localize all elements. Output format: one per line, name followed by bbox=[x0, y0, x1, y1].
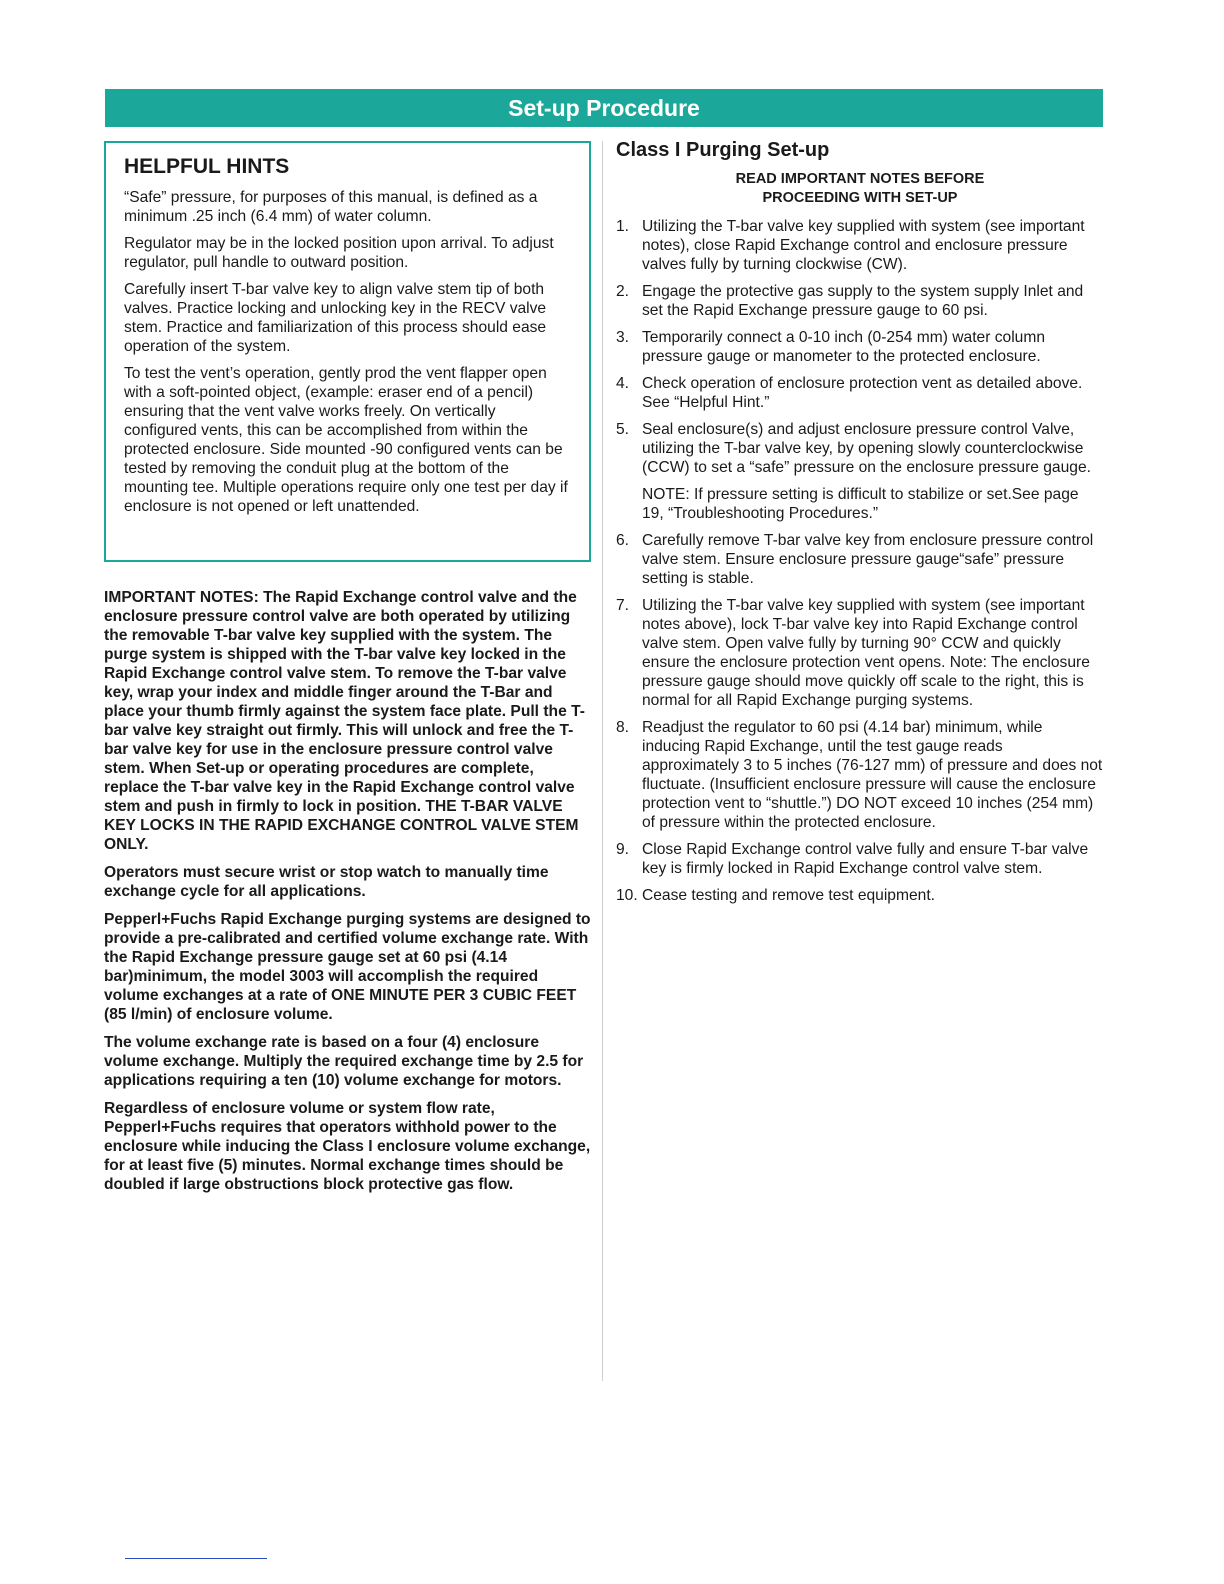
banner-title: Set-up Procedure bbox=[508, 95, 700, 121]
helpful-hints-title: HELPFUL HINTS bbox=[124, 155, 290, 178]
step-text: Seal enclosure(s) and adjust enclosure pressure control Valve, utilizing the T-bar valve key, by opening slowly counterclockwise (CCW) to set a “safe” pressure on the enclosure pressure gauge. bbox=[642, 421, 1091, 476]
step-text: Temporarily connect a 0-10 inch (0-254 mm) water column pressure gauge or manometer to the protected enclosure. bbox=[642, 329, 1046, 365]
setup-step bbox=[616, 840, 1104, 878]
setup-steps-list bbox=[616, 217, 1104, 905]
step-number: 2. bbox=[616, 283, 630, 300]
read-notes-line: PROCEEDING WITH SET-UP bbox=[762, 190, 958, 206]
important-paragraph: IMPORTANT NOTES: The Rapid Exchange control valve and the enclosure pressure control valve are both operated by utilizing the removable T-bar valve key supplied with the system. The purge system is shipped with the T-bar valve key locked in the Rapid Exchange control valve stem. To remove the T-bar valve key, wrap your index and middle finger around the T-Bar and place your thumb firmly against the system face plate. Pull the T-bar valve key straight out firmly. This will unlock and free the T-bar valve key for use in the enclosure pressure control valve stem. When Set-up or operating procedures are complete, replace the T-bar valve key in the Rapid Exchange control valve stem and push in firmly to lock in position. THE T-BAR VALVE KEY LOCKS IN THE RAPID EXCHANGE CONTROL VALVE STEM ONLY. bbox=[104, 589, 585, 853]
setup-step bbox=[616, 217, 1104, 274]
setup-step bbox=[616, 531, 1104, 588]
footer-rule bbox=[125, 1558, 267, 1559]
setup-step bbox=[616, 282, 1104, 320]
purging-setup-title: Class I Purging Set-up bbox=[616, 139, 830, 161]
column-divider bbox=[602, 141, 603, 1381]
step-number: 3. bbox=[616, 329, 630, 346]
step-number: 5. bbox=[616, 421, 630, 438]
step-number: 10. bbox=[616, 887, 638, 904]
step-text: Readjust the regulator to 60 psi (4.14 bar) minimum, while inducing Rapid Exchange, until the test gauge reads approximately 3 to 5 inches (76-127 mm) of pressure and does not fluctuate. (Insufficient enclosure pressure will cause the enclosure protection vent to “shuttle.”) DO NOT exceed 10 inches (254 mm) of pressure within the protected enclosure. bbox=[642, 719, 1103, 831]
step-text: Close Rapid Exchange control valve fully and ensure T-bar valve key is firmly locked in Rapid Exchange control valve stem. bbox=[642, 841, 1089, 877]
step-text: Engage the protective gas supply to the system supply Inlet and set the Rapid Exchange pressure gauge to 60 psi. bbox=[642, 283, 1084, 319]
important-paragraph: Regardless of enclosure volume or system flow rate, Pepperl+Fuchs requires that operators withhold power to the enclosure while inducing the Class I enclosure volume exchange, for at least five (5) minutes. Normal exchange times should be doubled if large obstructions block protective gas flow. bbox=[104, 1100, 591, 1193]
right-column bbox=[616, 138, 1104, 913]
important-paragraph: Pepperl+Fuchs Rapid Exchange purging systems are designed to provide a pre-calibrated and certified volume exchange rate. With the Rapid Exchange pressure gauge set at 60 psi (4.14 bar)minimum, the model 3003 will accomplish the required volume exchanges at a rate of ONE MINUTE PER 3 CUBIC FEET (85 l/min) of enclosure volume. bbox=[104, 911, 591, 1023]
hint-paragraph: Regulator may be in the locked position upon arrival. To adjust regulator, pull handle to outward position. bbox=[124, 235, 554, 271]
setup-step bbox=[616, 374, 1104, 412]
setup-step bbox=[616, 718, 1104, 832]
important-paragraph: Operators must secure wrist or stop watch to manually time exchange cycle for all applications. bbox=[104, 864, 549, 900]
setup-step bbox=[616, 328, 1104, 366]
read-notes-line: READ IMPORTANT NOTES BEFORE bbox=[735, 171, 985, 187]
step-number: 4. bbox=[616, 375, 630, 392]
step-text: Utilizing the T-bar valve key supplied with system (see important notes above), lock T-bar valve key into Rapid Exchange control valve stem. Open valve fully by turning 90° CCW and quickly ensure the enclosure protection vent opens. Note: The enclosure pressure gauge should move quickly off scale to the right, this is normal for all Rapid Exchange purging systems. bbox=[642, 597, 1090, 709]
important-notes bbox=[104, 588, 591, 1194]
step-number: 8. bbox=[616, 719, 630, 736]
step-number: 9. bbox=[616, 841, 630, 858]
step-note: NOTE: If pressure setting is difficult to stabilize or set.See page 19, “Troubleshooting Procedures.” bbox=[642, 486, 1079, 522]
setup-step bbox=[616, 886, 1104, 905]
step-number: 6. bbox=[616, 532, 630, 549]
step-text: Carefully remove T-bar valve key from enclosure pressure control valve stem. Ensure enclosure pressure gauge“safe” pressure setting is stable. bbox=[642, 532, 1094, 587]
step-text: Utilizing the T-bar valve key supplied with system (see important notes), close Rapid Exchange control and enclosure pressure valves fully by turning clockwise (CW). bbox=[642, 218, 1085, 273]
step-text: Check operation of enclosure protection vent as detailed above. See “Helpful Hint.” bbox=[642, 375, 1083, 411]
step-number: 1. bbox=[616, 218, 630, 235]
helpful-hints-box bbox=[104, 141, 591, 562]
step-text: Cease testing and remove test equipment. bbox=[642, 887, 935, 904]
hint-paragraph: “Safe” pressure, for purposes of this manual, is defined as a minimum .25 inch (6.4 mm) of water column. bbox=[124, 189, 538, 225]
read-notes-heading bbox=[616, 170, 1104, 208]
step-number: 7. bbox=[616, 597, 630, 614]
setup-step bbox=[616, 596, 1104, 710]
hint-paragraph: Carefully insert T-bar valve key to align valve stem tip of both valves. Practice locking and unlocking key in the RECV valve stem. Practice and familiarization of this process should ease operation of the system. bbox=[124, 281, 547, 355]
section-banner bbox=[105, 89, 1103, 127]
setup-step bbox=[616, 420, 1104, 523]
important-paragraph: The volume exchange rate is based on a four (4) enclosure volume exchange. Multiply the required exchange time by 2.5 for applications requiring a ten (10) volume exchange for motors. bbox=[104, 1034, 584, 1089]
left-column bbox=[104, 141, 591, 1203]
hint-paragraph: To test the vent’s operation, gently prod the vent flapper open with a soft-pointed object, (example: eraser end of a pencil) ensuring that the vent valve works freely. On vertically configured vents, this can be accomplished from within the protected enclosure. Side mounted -90 configured vents can be tested by removing the conduit plug at the bottom of the mounting tee. Multiple operations require only one test per day if enclosure is not opened or left unattended. bbox=[124, 365, 568, 515]
